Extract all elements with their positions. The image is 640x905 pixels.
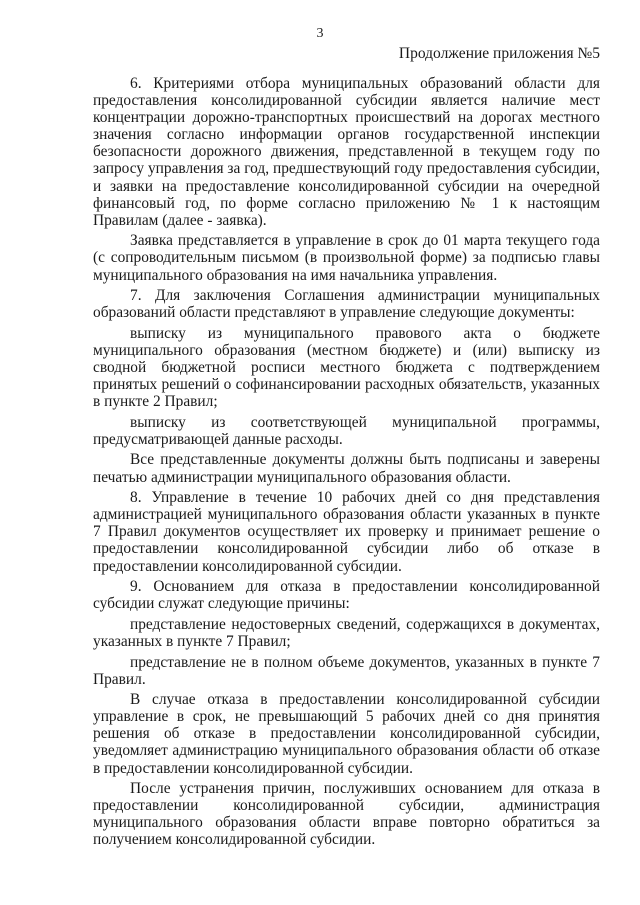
paragraph-false-information: представление недостоверных сведений, содержащихся в документах, указанных в пункте 7 Правил;	[93, 615, 600, 650]
page-number: 3	[316, 26, 324, 41]
paragraph-documents-signed: Все представленные документы должны быть подписаны и заверены печатью администрации муниципального образования области.	[93, 451, 600, 486]
paragraph-refusal-notice: В случае отказа в предоставлении консолидированной субсидии управление в срок, не превышающий 5 рабочих дней со дня принятия решения об отказе в предоставлении консолидированной субсидии, уведомляет администрацию муниципального образования области об отказе в предоставлении консолидированной субсидии.	[93, 691, 600, 777]
paragraph-6-selection-criteria: 6. Критериями отбора муниципальных образований области для предоставления консолидированной субсидии является наличие мест концентрации дорожно-транспортных происшествий на дорогах местного значения согласно информации органов государственной инспекции безопасности дорожного движения, представленной в текущем году по запросу управления за год, предшествующий году предоставления субсидии, и заявки на предоставление консолидированной субсидии на очередной финансовый год, по форме согласно приложению № 1 к настоящим Правилам (далее - заявка).	[93, 75, 600, 229]
paragraph-8-review: 8. Управление в течение 10 рабочих дней со дня представления администрацией муниципального образования области указанных в пункте 7 Правил документов осуществляет их проверку и принимает решение о предоставлении консолидированной субсидии либо об отказе в предоставлении консолидированной субсидии.	[93, 489, 600, 575]
paragraph-incomplete-documents: представление не в полном объеме документов, указанных в пункте 7 Правил.	[93, 653, 600, 688]
paragraph-application-deadline: Заявка представляется в управление в срок до 01 марта текущего года (с сопроводительным письмом (в произвольной форме) за подписью главы муниципального образования на имя начальника управления.	[93, 232, 600, 284]
document-body	[93, 75, 600, 852]
paragraph-budget-extract: выписку из муниципального правового акта о бюджете муниципального образования (местном бюджете) и (или) выписку из сводной бюджетной росписи местного бюджета с подтверждением принятых решений о софинансировании расходных обязательств, указанных в пункте 2 Правил;	[93, 324, 600, 411]
appendix-continuation-note: Продолжение приложения №5	[398, 45, 600, 62]
paragraph-9-refusal-grounds: 9. Основанием для отказа в предоставлении консолидированной субсидии служат следующие причины:	[93, 578, 600, 613]
paragraph-reapplication: После устранения причин, послуживших основанием для отказа в предоставлении консолидированной субсидии, администрация муниципального образования области вправе повторно обратиться за получением консолидированной субсидии.	[93, 780, 600, 849]
paragraph-7-required-documents: 7. Для заключения Соглашения администрации муниципальных образований области представляют в управление следующие документы:	[93, 287, 600, 322]
paragraph-program-extract: выписку из соответствующей муниципальной программы, предусматривающей данные расходы.	[93, 413, 600, 448]
